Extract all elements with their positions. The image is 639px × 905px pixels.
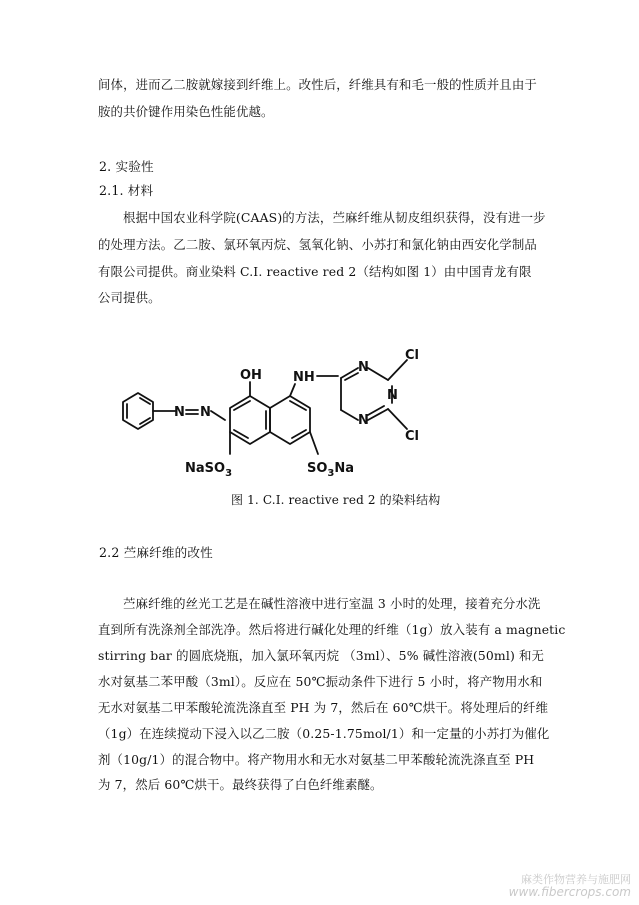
modification-line-4: 水对氨基二苯甲酸（3ml）。反应在 50℃振动条件下进行 5 小时，将产物用水和 [98, 674, 543, 689]
triazine-bond [341, 368, 358, 378]
materials-line-1: 根据中国农业科学院(CAAS)的方法，苎麻纤维从韧皮组织获得，没有进一步 [123, 210, 546, 225]
naphthalene-double-bond [234, 430, 248, 438]
triazine-n-bottom: N [358, 413, 369, 428]
modification-line-5: 无水对氨基二甲苯酸轮流洗涤直至 PH 为 7，然后在 60℃烘干。将处理后的纤维 [98, 700, 549, 715]
section-2-2-heading: 2.2 苎麻纤维的改性 [99, 545, 213, 560]
naphthalene-double-bond [292, 430, 306, 438]
chloro-bond [388, 360, 407, 380]
sulfonate-right-label: $SO_3Na$ [307, 461, 355, 479]
materials-line-3: 有限公司提供。商业染料 C.I. reactive red 2（结构如图 1）由中国青龙有限 [98, 264, 532, 279]
naphthalene-ring-left [230, 396, 270, 444]
materials-line-4: 公司提供。 [98, 290, 161, 305]
watermark-url: www.fibercrops.com [508, 885, 631, 899]
intro-line-1: 间体，进而乙二胺就嫁接到纤维上。改性后，纤维具有和毛一般的性质并且由于 [98, 77, 537, 92]
sulfonate-left-label: NaSO$_3$ [185, 461, 233, 479]
naphthalene-double-bond [234, 401, 250, 410]
sulfonate-bond [310, 432, 318, 454]
triazine-bond [341, 410, 358, 420]
triazine-bond [368, 409, 388, 420]
amine-label: NH [293, 370, 315, 385]
chloro-bottom-label: Cl [405, 429, 419, 444]
amine-bond [290, 384, 295, 396]
chloro-bond [388, 409, 407, 429]
azo-bond [211, 411, 225, 420]
triazine-n-right: N [387, 388, 398, 403]
modification-line-2: 直到所有洗涤剂全部洗净。然后将进行碱化处理的纤维（1g）放入装有 a magnetic [98, 622, 566, 637]
modification-line-7: 剂（10g/1）的混合物中。将产物用水和无水对氨基二甲苯酸轮流洗涤直至 PH [98, 752, 535, 767]
modification-line-3: stirring bar 的圆底烧瓶，加入氯环氧丙烷 （3ml）、5% 碱性溶液(50ml) 和无 [98, 648, 545, 663]
azo-n-right: N [200, 405, 211, 420]
watermark-text: 麻类作物营养与施肥网 [521, 873, 631, 886]
hydroxyl-label: OH [240, 368, 262, 383]
triazine-bond [368, 368, 388, 380]
triazine-n-top: N [358, 360, 369, 375]
triazine-bond [368, 406, 384, 415]
figure-1-caption: 图 1. C.I. reactive red 2 的染料结构 [231, 493, 441, 507]
naphthalene-double-bond [290, 401, 306, 410]
materials-line-2: 的处理方法。乙二胺、氯环氧丙烷、氢氧化钠、小苏打和氯化钠由西安化学制品 [98, 237, 537, 252]
section-2-heading: 2. 实验性 [99, 159, 154, 174]
dye-structure-diagram [85, 338, 465, 488]
azo-n-left: N [174, 405, 185, 420]
modification-line-6: （1g）在连续搅动下浸入以乙二胺（0.25-1.75mol/1）和一定量的小苏打为催化 [98, 726, 550, 741]
site-watermark [509, 873, 631, 899]
intro-line-2: 胺的共价键作用染色性能优越。 [98, 104, 274, 119]
modification-line-8: 为 7，然后 60℃烘干。最终获得了白色纤维素醚。 [98, 777, 383, 792]
modification-line-1: 苎麻纤维的丝光工艺是在碱性溶液中进行室温 3 小时的处理，接着充分水洗 [123, 596, 541, 611]
section-2-1-heading: 2.1. 材料 [99, 183, 154, 198]
chloro-top-label: Cl [405, 348, 419, 363]
naphthalene-ring-right [270, 396, 310, 444]
